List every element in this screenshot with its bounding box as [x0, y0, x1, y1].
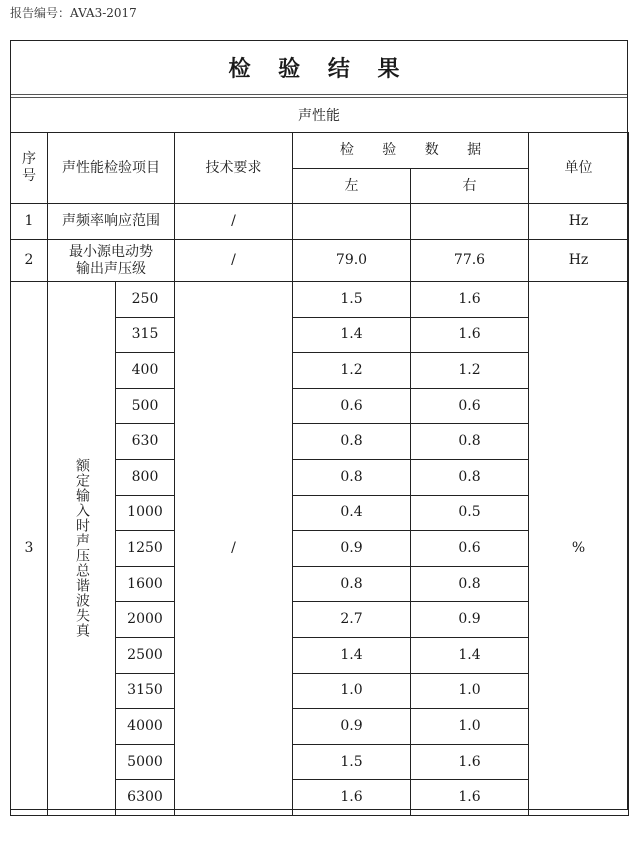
- distortion-right-value: 1.2: [411, 353, 529, 389]
- distortion-left-value: 1.5: [293, 744, 411, 780]
- table-row: [11, 240, 629, 282]
- distortion-right-value: 1.4: [411, 637, 529, 673]
- frequency-cell: 800: [116, 459, 175, 495]
- row-item-line2: 输出声压级: [76, 260, 146, 277]
- left-header: 左: [293, 169, 411, 204]
- unit-header: 单位: [529, 133, 629, 204]
- row-unit: Hz: [529, 240, 629, 282]
- frequency-cell: 630: [116, 424, 175, 460]
- distortion-right-value: 1.6: [411, 317, 529, 353]
- frequency-cell: 1000: [116, 495, 175, 531]
- frequency-cell: 6300: [116, 780, 175, 816]
- data-header-label: 检 验 数 据: [339, 142, 494, 158]
- distortion-left-value: 0.4: [293, 495, 411, 531]
- seq-header-line1: 序: [22, 151, 36, 167]
- distortion-item: [48, 282, 116, 816]
- distortion-right-value: 1.6: [411, 744, 529, 780]
- frequency-cell: 5000: [116, 744, 175, 780]
- distortion-row: [11, 282, 629, 318]
- frequency-cell: 315: [116, 317, 175, 353]
- distortion-right-value: 0.9: [411, 602, 529, 638]
- distortion-right-value: 0.5: [411, 495, 529, 531]
- row-right-value: [411, 204, 529, 240]
- results-frame: [10, 40, 628, 810]
- row-left-value: [293, 204, 411, 240]
- distortion-right-value: 1.6: [411, 282, 529, 318]
- distortion-left-value: 1.6: [293, 780, 411, 816]
- distortion-left-value: 1.2: [293, 353, 411, 389]
- frequency-cell: 1600: [116, 566, 175, 602]
- frequency-cell: 3150: [116, 673, 175, 709]
- distortion-right-value: 0.6: [411, 531, 529, 567]
- distortion-right-value: 0.8: [411, 424, 529, 460]
- seq-header-line2: 号: [22, 168, 36, 184]
- distortion-left-value: 0.9: [293, 531, 411, 567]
- seq-header: [11, 133, 48, 204]
- row-unit: Hz: [529, 204, 629, 240]
- distortion-left-value: 1.5: [293, 282, 411, 318]
- distortion-left-value: 0.6: [293, 388, 411, 424]
- data-header: [293, 133, 529, 169]
- row-no: 1: [11, 204, 48, 240]
- page-title: 检 验 结 果: [228, 57, 410, 82]
- item-header: 声性能检验项目: [48, 133, 175, 204]
- header-row-1: [11, 133, 629, 169]
- distortion-right-value: 1.6: [411, 780, 529, 816]
- frequency-cell: 2000: [116, 602, 175, 638]
- frequency-cell: 500: [116, 388, 175, 424]
- distortion-left-value: 0.8: [293, 566, 411, 602]
- table-row: [11, 204, 629, 240]
- distortion-left-value: 1.4: [293, 317, 411, 353]
- distortion-right-value: 1.0: [411, 709, 529, 745]
- report-number: 报告编号：AVA3-2017: [10, 6, 137, 20]
- distortion-left-value: 2.7: [293, 602, 411, 638]
- frequency-cell: 4000: [116, 709, 175, 745]
- frequency-cell: 1250: [116, 531, 175, 567]
- row-item-line1: 最小源电动势: [69, 243, 153, 260]
- distortion-no: 3: [11, 282, 48, 816]
- distortion-unit: %: [529, 282, 629, 816]
- row-item: 声频率响应范围: [48, 204, 175, 240]
- row-right-value: 77.6: [411, 240, 529, 282]
- distortion-item-label: 额定输入时声压总谐波失真: [74, 458, 90, 639]
- section-title: 声性能: [298, 108, 340, 124]
- frequency-cell: 2500: [116, 637, 175, 673]
- distortion-requirement: /: [175, 282, 293, 816]
- row-requirement: /: [175, 204, 293, 240]
- distortion-right-value: 0.8: [411, 459, 529, 495]
- row-item: [48, 240, 175, 282]
- distortion-left-value: 1.0: [293, 673, 411, 709]
- distortion-left-value: 1.4: [293, 637, 411, 673]
- row-left-value: 79.0: [293, 240, 411, 282]
- distortion-right-value: 0.6: [411, 388, 529, 424]
- distortion-left-value: 0.9: [293, 709, 411, 745]
- row-requirement: /: [175, 240, 293, 282]
- frequency-cell: 400: [116, 353, 175, 389]
- distortion-left-value: 0.8: [293, 459, 411, 495]
- row-no: 2: [11, 240, 48, 282]
- distortion-right-value: 0.8: [411, 566, 529, 602]
- frequency-cell: 250: [116, 282, 175, 318]
- title-box: [11, 41, 627, 94]
- requirement-header: 技术要求: [175, 133, 293, 204]
- distortion-right-value: 1.0: [411, 673, 529, 709]
- distortion-left-value: 0.8: [293, 424, 411, 460]
- results-table: [10, 132, 629, 816]
- right-header: 右: [411, 169, 529, 204]
